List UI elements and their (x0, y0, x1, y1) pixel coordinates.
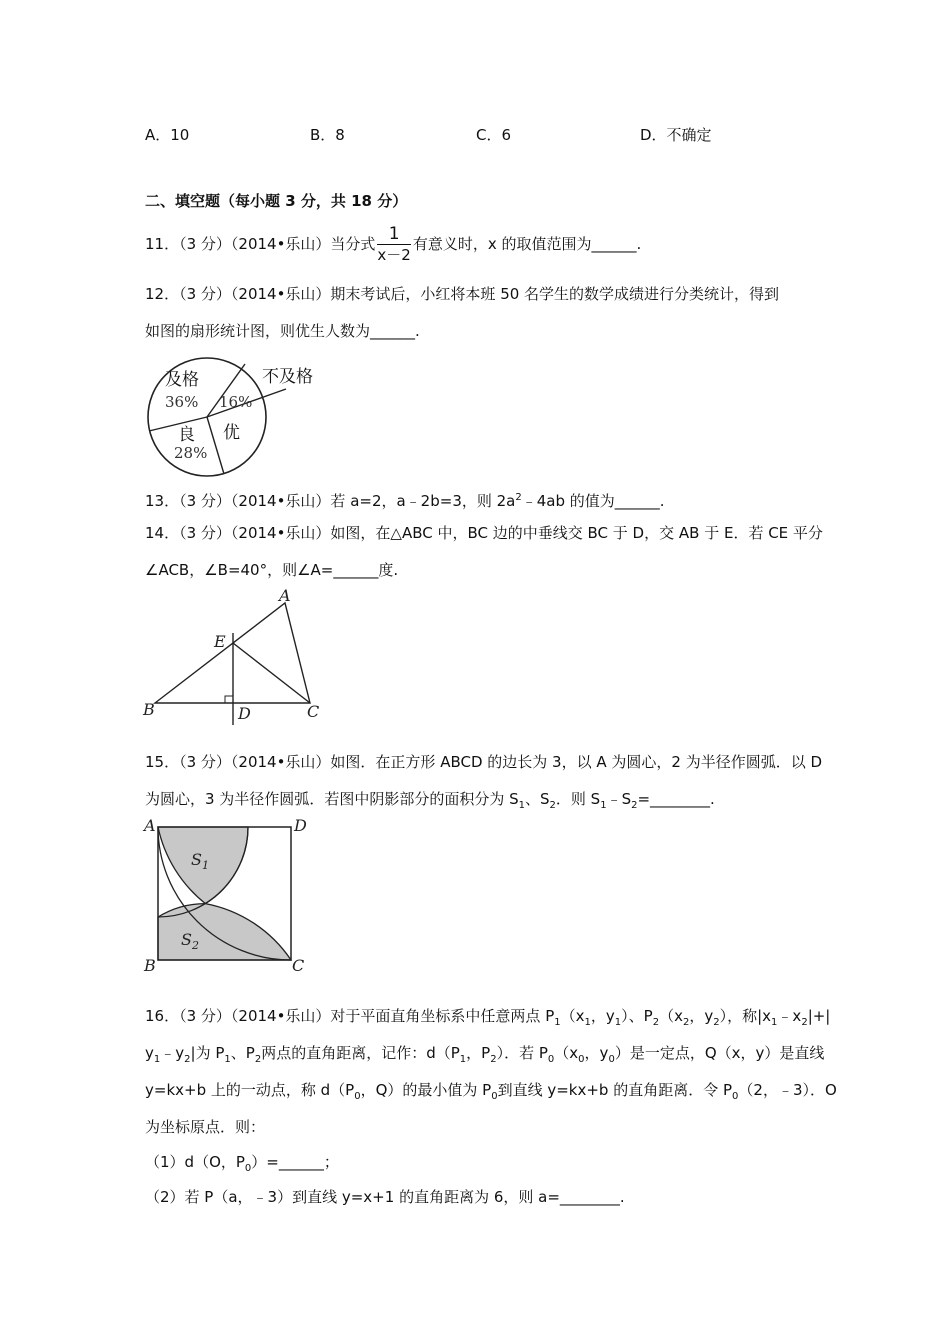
q15-sub4: 2 (631, 800, 638, 811)
q15-text-c: ．则 S (555, 790, 601, 808)
q11-suffix: 有意义时，x 的取值范围为______. (412, 235, 642, 253)
slice-value-bujige: 16% (219, 393, 253, 411)
q16-sub: 0 (244, 1163, 252, 1174)
q16-sub: 0 (354, 1091, 361, 1102)
q12-line2: 如图的扇形统计图，则优生人数为______. (145, 322, 420, 340)
label-a: A (279, 586, 291, 605)
q14-line2: ∠ACB，∠B=40°，则∠A=______度. (145, 561, 399, 579)
q15-sub3: 1 (600, 800, 607, 811)
triangle-figure (135, 585, 335, 730)
q16-t: 两点的直角距离，记作：d（P (261, 1044, 460, 1062)
q15-text-b: 、S (524, 790, 550, 808)
q16-t: ，P (466, 1044, 491, 1062)
slice-value-jige: 36% (165, 393, 199, 411)
label-e: E (214, 632, 226, 651)
q16-sub: 2 (682, 1017, 690, 1028)
s1-subscript: 1 (201, 859, 209, 872)
q13-part1: 13．（3 分）（2014•乐山）若 a=2，a﹣2b=3，则 2a (145, 492, 516, 510)
q16-t: ﹣x (777, 1007, 802, 1025)
q16-t: （x (560, 1007, 585, 1025)
slice-label-jige: 及格 (165, 370, 199, 390)
label-d: D (294, 816, 307, 835)
q15-text-e: =________. (637, 790, 715, 808)
q16-t: ，y (584, 1044, 609, 1062)
label-c: C (292, 956, 305, 975)
q16-t: ﹣y (160, 1044, 185, 1062)
q16-sub: 2 (490, 1054, 497, 1065)
s2-subscript: 2 (191, 939, 199, 952)
q11-fraction (377, 224, 410, 265)
q16-sub: 2 (652, 1017, 660, 1028)
q16-t: ，y (590, 1007, 615, 1025)
section-heading: 二、填空题（每小题 3 分，共 18 分） (145, 192, 408, 210)
q16-t: ）=______； (251, 1153, 339, 1171)
q15-sub2: 2 (549, 800, 556, 811)
right-angle-mark (225, 696, 233, 703)
q16-sub: 0 (547, 1054, 555, 1065)
pie-divider-3 (207, 417, 224, 474)
slice-label-bujige: 不及格 (262, 367, 313, 387)
q11-denominator: x－2 (377, 246, 411, 264)
label-d: D (238, 704, 251, 723)
option-d: D．不确定 (640, 126, 712, 144)
q15-sub1: 1 (518, 800, 525, 811)
q16-t: |+| (807, 1007, 831, 1025)
slice-label-liang: 良 (178, 425, 195, 445)
q16-sub: 0 (578, 1054, 585, 1065)
q16-sub: 2 (713, 1017, 720, 1028)
q16-sub: 1 (153, 1054, 161, 1065)
s1-letter: S (191, 850, 202, 869)
q16-line4: 为坐标原点．则： (145, 1118, 266, 1136)
s2-letter: S (181, 930, 192, 949)
q16-t: y (145, 1044, 154, 1062)
q16-line2 (145, 1043, 824, 1070)
q16-sub: 1 (614, 1017, 622, 1028)
q15-line1: 15．（3 分）（2014•乐山）如图．在正方形 ABCD 的边长为 3，以 A 为圆心，2 为半径作圆弧．以 D (145, 753, 823, 771)
q16-sub: 1 (459, 1054, 467, 1065)
q16-sub: 2 (184, 1054, 191, 1065)
q14-line1: 14．（3 分）（2014•乐山）如图，在△ABC 中，BC 边的中垂线交 BC 于 D，交 AB 于 E．若 CE 平分 (145, 524, 823, 542)
q16-t: （1）d（O，P (145, 1153, 245, 1171)
q16-sub: 2 (254, 1054, 262, 1065)
q16-sub: 0 (491, 1091, 498, 1102)
square-figure (138, 815, 313, 975)
q16-t: ）．若 P (496, 1044, 548, 1062)
q16-line3 (145, 1080, 837, 1107)
q16-sub: 1 (584, 1017, 591, 1028)
q16-sub: 1 (554, 1017, 561, 1028)
q13-exponent: 2 (515, 492, 522, 503)
q16-part2: （2）若 P（a，﹣3）到直线 y=x+1 的直角距离为 6，则 a=________. (145, 1188, 625, 1206)
q12-line1: 12．（3 分）（2014•乐山）期末考试后，小红将本班 50 名学生的数学成绩进行分类统计，得到 (145, 285, 780, 303)
q11-prefix: 11．（3 分）（2014•乐山）当分式 (145, 235, 376, 253)
q13-part2: ﹣4ab 的值为______. (521, 492, 665, 510)
q16-t: y=kx+b 上的一动点，称 d（P (145, 1081, 355, 1099)
segment-ce (233, 643, 310, 703)
question-11 (145, 222, 641, 266)
q16-sub: 0 (608, 1054, 615, 1065)
option-b: B．8 (310, 126, 345, 144)
q16-part1 (145, 1152, 339, 1179)
q16-t: 16．（3 分）（2014•乐山）对于平面直角坐标系中任意两点 P (145, 1007, 555, 1025)
option-c: C．6 (476, 126, 512, 144)
q16-t: （2，﹣3）．O (738, 1081, 837, 1099)
q15-text-a: 为圆心，3 为半径作圆弧．若图中阴影部分的面积分为 S (145, 790, 519, 808)
label-b: B (143, 700, 155, 719)
question-13 (145, 488, 665, 511)
q16-t: 、P (230, 1044, 255, 1062)
q16-t: 到直线 y=kx+b 的直角距离．令 P (497, 1081, 733, 1099)
slice-label-you: 优 (223, 423, 240, 443)
q16-t: ，Q）的最小值为 P (360, 1081, 492, 1099)
label-b: B (144, 956, 156, 975)
q16-t: （x (554, 1044, 579, 1062)
slice-value-liang: 28% (174, 444, 208, 462)
q16-t: （x (659, 1007, 683, 1025)
option-a: A．10 (145, 126, 190, 144)
label-a: A (144, 816, 156, 835)
q16-t: ）、P (621, 1007, 653, 1025)
q16-sub: 0 (732, 1091, 739, 1102)
q15-text-d: ﹣S (606, 790, 632, 808)
q16-line1 (145, 1006, 830, 1033)
q16-sub: 1 (771, 1017, 778, 1028)
q16-t: |为 P (190, 1044, 225, 1062)
pie-chart (135, 355, 335, 480)
q16-t: ）是一定点，Q（x，y）是直线 (614, 1044, 825, 1062)
shaded-s2 (158, 904, 291, 960)
label-c: C (307, 702, 320, 721)
q16-t: ，y (689, 1007, 714, 1025)
q16-t: ），称|x (719, 1007, 772, 1025)
q16-sub: 1 (224, 1054, 231, 1065)
q15-line2 (145, 789, 715, 816)
q11-numerator: 1 (377, 224, 410, 245)
q16-sub: 2 (801, 1017, 808, 1028)
